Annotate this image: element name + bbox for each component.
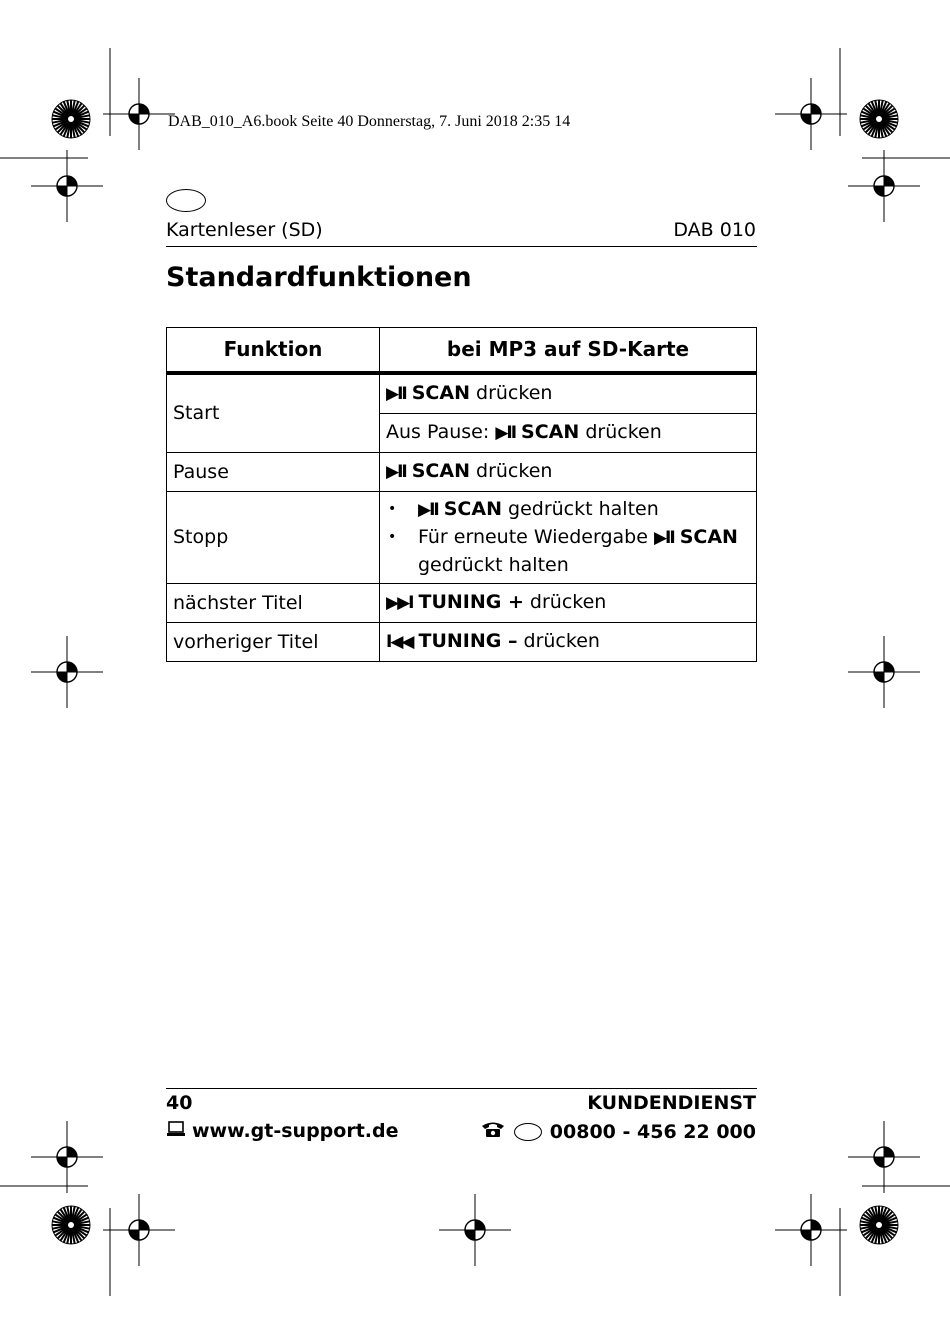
next-track-icon: ▶▶I [386, 593, 413, 613]
play-pause-icon: ▶II [418, 500, 438, 520]
key-label: TUNING + [418, 591, 524, 613]
previous-track-icon: I◀◀ [386, 632, 413, 652]
row-label-start: Start [167, 373, 380, 453]
list-item [386, 496, 750, 524]
header-divider [166, 246, 757, 247]
row-label-pause: Pause [167, 453, 380, 492]
action-text: gedrückt halten [418, 554, 569, 576]
action-text: drücken [476, 382, 553, 404]
key-label: SCAN [521, 421, 580, 443]
play-pause-icon: ▶II [653, 528, 674, 548]
key-label: SCAN [443, 498, 502, 520]
phone-number[interactable]: 00800 - 456 22 000 [549, 1120, 756, 1143]
play-pause-icon: ▶II [386, 462, 406, 482]
list-item [386, 524, 750, 579]
action-text: drücken [585, 421, 662, 443]
column-header-mp3: bei MP3 auf SD-Karte [380, 328, 757, 374]
table-header-row [167, 328, 757, 374]
start-cell-2 [380, 414, 757, 453]
next-cell [380, 584, 757, 623]
table-row [167, 492, 757, 584]
stopp-cell [380, 492, 757, 584]
function-table [166, 327, 757, 662]
key-label: TUNING – [418, 630, 518, 652]
table-row [167, 373, 757, 414]
key-label: SCAN [679, 526, 738, 548]
prefix-text: Für erneute Wiedergabe [418, 526, 648, 548]
action-text: drücken [523, 630, 600, 652]
phone-line [480, 1120, 756, 1143]
action-text: gedrückt halten [508, 498, 659, 520]
language-oval [166, 189, 206, 212]
pause-cell [380, 453, 757, 492]
key-label: SCAN [411, 382, 470, 404]
page-title: Standardfunktionen [166, 262, 472, 293]
prev-cell [380, 623, 757, 662]
section-header: Kartenleser (SD) [166, 219, 323, 241]
table-row [167, 453, 757, 492]
model-header: DAB 010 [673, 219, 756, 241]
start-cell-1 [380, 373, 757, 414]
country-oval [514, 1123, 542, 1141]
row-label-stopp: Stopp [167, 492, 380, 584]
table-row [167, 584, 757, 623]
key-label: SCAN [411, 460, 470, 482]
action-text: drücken [529, 591, 607, 613]
service-title: KUNDENDIENST [587, 1092, 756, 1114]
telephone-icon [480, 1120, 506, 1143]
prefix-text: Aus Pause: [386, 421, 490, 443]
row-label-prev: vorheriger Titel [167, 623, 380, 662]
play-pause-icon: ▶II [386, 384, 406, 404]
row-label-next: nächster Titel [167, 584, 380, 623]
play-pause-icon: ▶II [495, 423, 516, 443]
page-number: 40 [166, 1092, 193, 1114]
column-header-function: Funktion [167, 328, 380, 374]
computer-icon [166, 1120, 186, 1142]
website-line [166, 1120, 398, 1142]
footer-divider [166, 1088, 757, 1089]
table-row [167, 623, 757, 662]
stopp-list [386, 496, 750, 579]
action-text: drücken [476, 460, 553, 482]
print-info: DAB_010_A6.book Seite 40 Donnerstag, 7. Juni 2018 2:35 14 [168, 113, 571, 130]
website-link[interactable]: www.gt-support.de [192, 1120, 399, 1142]
